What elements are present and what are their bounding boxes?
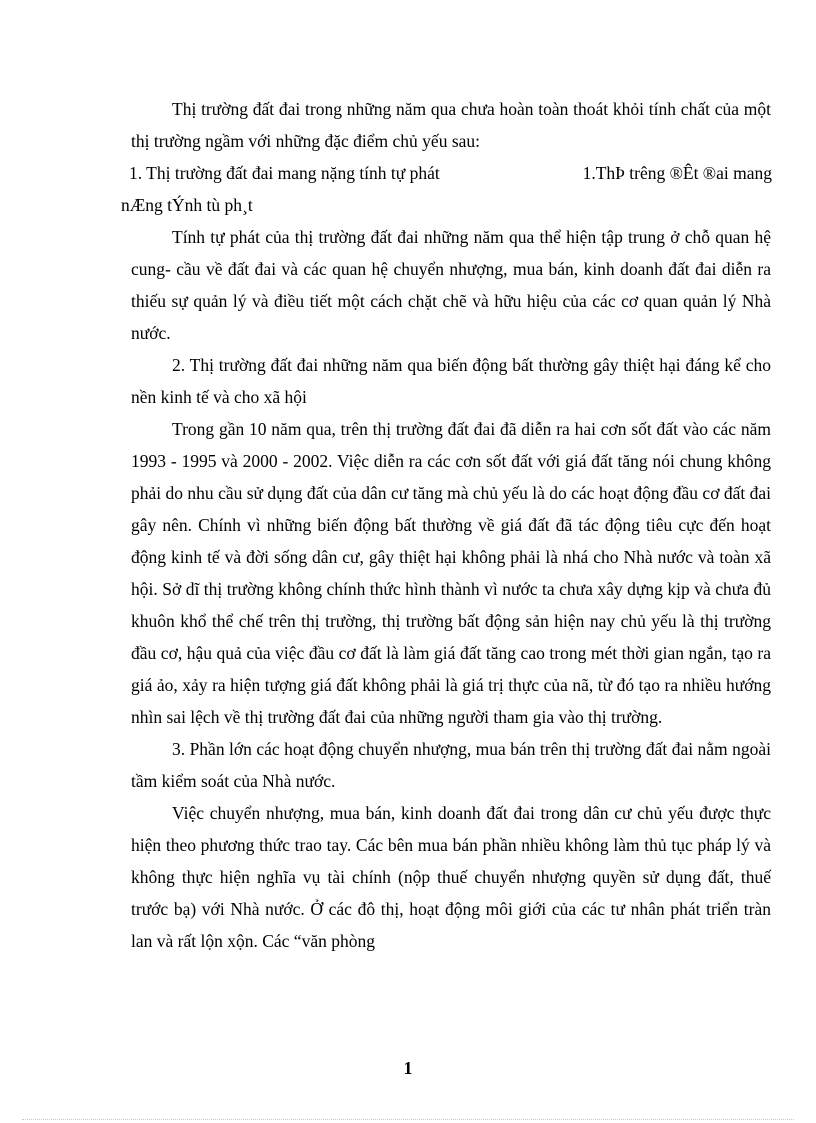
transfer-paragraph: Việc chuyển nhượng, mua bán, kinh doanh đất đai trong dân cư chủ yếu được thực hiện theo phương thức trao tay. Các bên mua bán phần nhiều không làm thủ tục pháp lý và không thực hiện nghĩa vụ tài chính (nộp thuế chuyển nhượng quyền sử dụng đất, thuế trước bạ) với Nhà nước. Ở các đô thị, hoạt động môi giới của các tư nhân phát triển tràn lan và rất lộn xộn. Các “văn phòng xyxy=(131,803,771,951)
intro-paragraph: Thị trường đất đai trong những năm qua chưa hoàn toàn thoát khỏi tính chất của một thị trường ngầm với những đặc điểm chủ yếu sau: xyxy=(131,99,771,151)
page-number: 1 xyxy=(403,1058,413,1078)
item-2-heading: 2. Thị trường đất đai những năm qua biến động bất thường gây thiệt hại đáng kể cho nền kinh tế và cho xã hội xyxy=(131,355,771,407)
document-body xyxy=(121,93,772,957)
item-1-heading-line xyxy=(131,157,771,189)
spontaneity-paragraph: Tính tự phát của thị trường đất đai những năm qua thể hiện tập trung ở chỗ quan hệ cung- cầu về đất đai và các quan hệ chuyển nhượng, mua bán, kinh doanh đất đai diễn ra thiếu sự quản lý và điều tiết một cách chặt chẽ và hữu hiệu của các cơ quan quản lý Nhà nước. xyxy=(131,227,771,343)
item-1-garbled-continuation: nÆng tÝnh tù ph¸t xyxy=(121,195,253,215)
item-1-heading: 1. Thị trường đất đai mang nặng tính tự phát xyxy=(129,163,440,183)
item-3-heading: 3. Phần lớn các hoạt động chuyển nhượng, mua bán trên thị trường đất đai nằm ngoài tầm kiểm soát của Nhà nước. xyxy=(131,739,771,791)
price-fever-paragraph: Trong gần 10 năm qua, trên thị trường đất đai đã diễn ra hai cơn sốt đất vào các năm 1993 - 1995 và 2000 - 2002. Việc diễn ra các cơn sốt đất với giá đất tăng nói chung không phải do nhu cầu sử dụng đất của dân cư tăng mà chủ yếu là do các hoạt động đầu cơ đất đai gây nên. Chính vì những biến động bất thường về giá đất đã tác động tiêu cực đến hoạt động kinh tế và đời sống dân cư, gây thiệt hại không phải là nhá cho Nhà nước và toàn xã hội. Sở dĩ thị trường không chính thức hình thành vì nước ta chưa xây dựng kịp và chưa đủ khuôn khổ thể chế trên thị trường, thị trường bất động sản hiện nay chủ yếu là thị trường đầu cơ, hậu quả của việc đầu cơ đất là làm giá đất tăng cao trong mét thời gian ngắn, tạo ra giá ảo, xảy ra hiện tượng giá đất không phải là giá trị thực của nã, từ đó tạo ra nhiều hướng nhìn sai lệch về thị trường đất đai của những người tham gia vào thị trường. xyxy=(131,419,771,727)
item-1-garbled-text: 1.ThÞ trêng ®Êt ®ai mang xyxy=(582,163,772,183)
footer-divider xyxy=(22,1119,794,1120)
